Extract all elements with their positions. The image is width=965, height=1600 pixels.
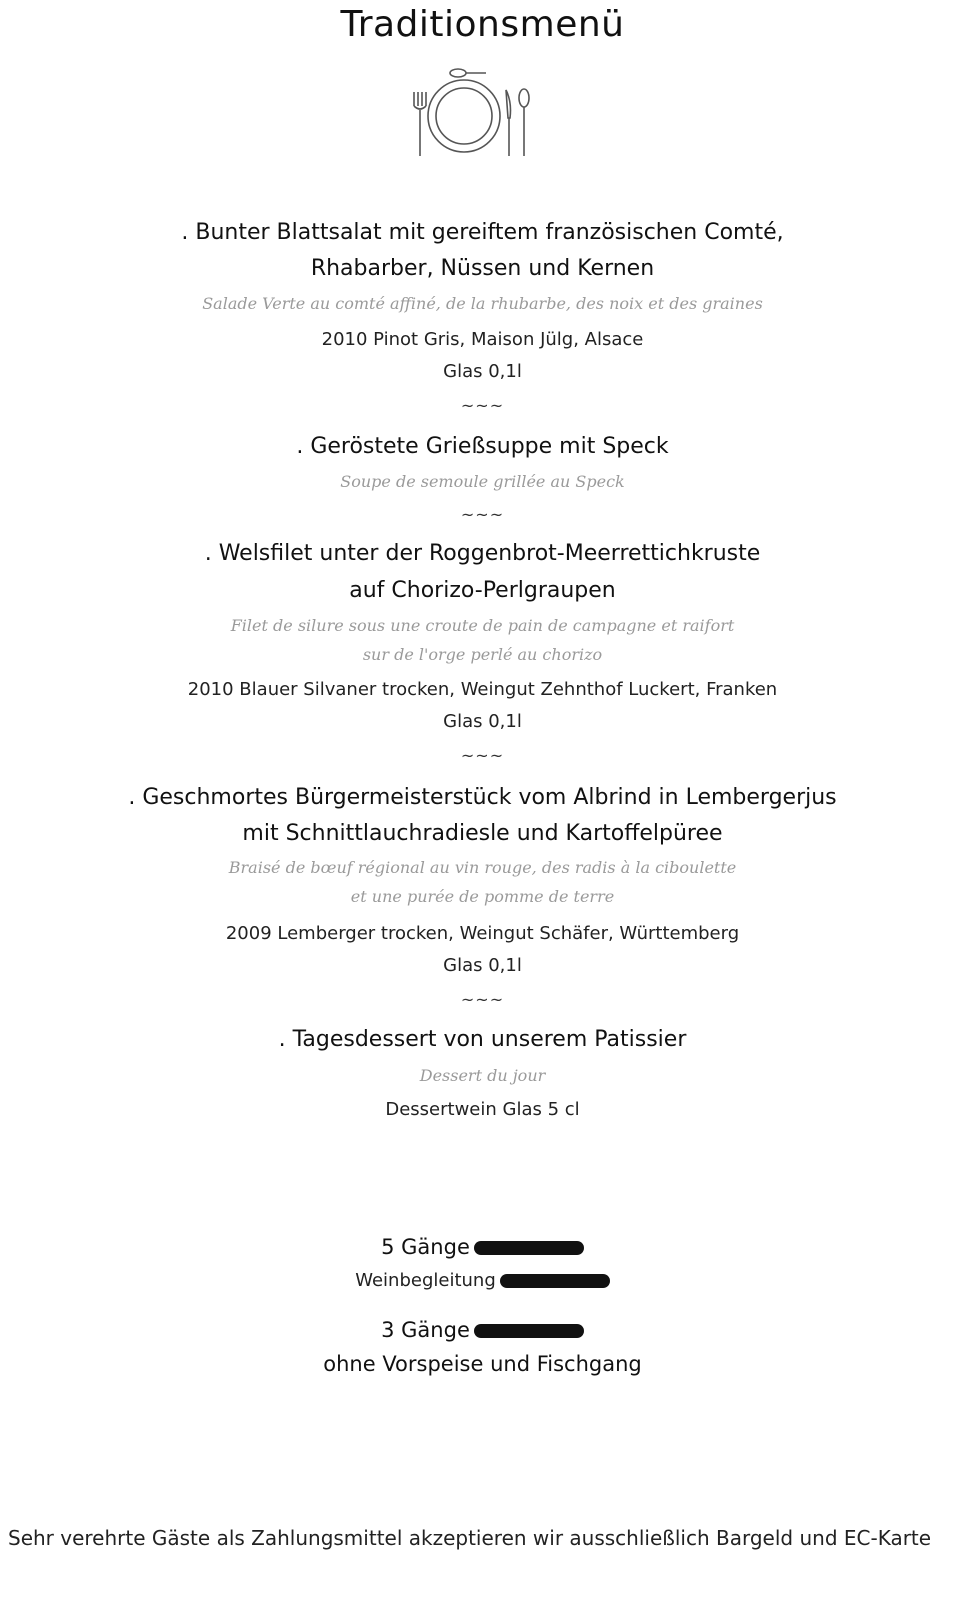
course-2-dish: . Geröstete Grießsuppe mit Speck [296,434,669,459]
payment-notice: Sehr verehrte Gäste als Zahlungsmittel akzeptieren wir ausschließlich Bargeld und EC-Karte [8,1526,932,1550]
course-3-french-line-1: Filet de silure sous une croute de pain de campagne et raifort [230,616,735,635]
course-separator: ~~~ [460,396,505,415]
course-1-dish-line-1: . Bunter Blattsalat mit gereiftem französischen Comté, [181,220,784,245]
course-3-french-line-2: sur de l'orge perlé au chorizo [362,645,603,664]
course-4-french-line-2: et une purée de pomme de terre [350,887,615,906]
redacted-price [500,1274,610,1288]
course-3-wine-glass: Glas 0,1l [443,711,522,732]
course-2-french: Soupe de semoule grillée au Speck [340,472,625,491]
course-4-french-line-1: Braisé de bœuf régional au vin rouge, des radis à la ciboulette [228,858,737,877]
course-4-wine-glass: Glas 0,1l [443,955,522,976]
price-three-courses [0,1318,965,1342]
place-setting-icon [400,62,540,162]
price-five-courses [0,1235,965,1259]
course-1-wine-glass: Glas 0,1l [443,361,522,382]
course-4-dish-line-2: mit Schnittlauchradiesle und Kartoffelpüree [242,821,723,846]
course-separator: ~~~ [460,746,505,765]
redacted-price [474,1241,584,1255]
course-5-wine: Dessertwein Glas 5 cl [385,1099,580,1120]
course-3-wine: 2010 Blauer Silvaner trocken, Weingut Zehnthof Luckert, Franken [187,679,778,700]
course-4-dish-line-1: . Geschmortes Bürgermeisterstück vom Albrind in Lembergerjus [128,785,837,810]
redacted-price [474,1324,584,1338]
course-3-dish-line-2: auf Chorizo-Perlgraupen [349,578,616,603]
price-three-courses-label: 3 Gänge [381,1318,470,1342]
course-3-dish-line-1: . Welsfilet unter der Roggenbrot-Meerrettichkruste [204,541,761,566]
course-1-wine: 2010 Pinot Gris, Maison Jülg, Alsace [321,329,644,350]
course-5-french: Dessert du jour [419,1066,546,1085]
menu-title: Traditionsmenü [340,4,625,45]
course-1-french: Salade Verte au comté affiné, de la rhubarbe, des noix et des graines [202,294,763,313]
price-three-courses-note: ohne Vorspeise und Fischgang [323,1352,642,1376]
course-separator: ~~~ [460,990,505,1009]
course-4-wine: 2009 Lemberger trocken, Weingut Schäfer, Württemberg [225,923,740,944]
price-wine-pairing [0,1270,965,1291]
price-five-courses-label: 5 Gänge [381,1235,470,1259]
price-wine-pairing-label: Weinbegleitung [355,1270,496,1291]
course-separator: ~~~ [460,505,505,524]
course-5-dish: . Tagesdessert von unserem Patissier [278,1027,687,1052]
course-1-dish-line-2: Rhabarber, Nüssen und Kernen [310,256,655,281]
